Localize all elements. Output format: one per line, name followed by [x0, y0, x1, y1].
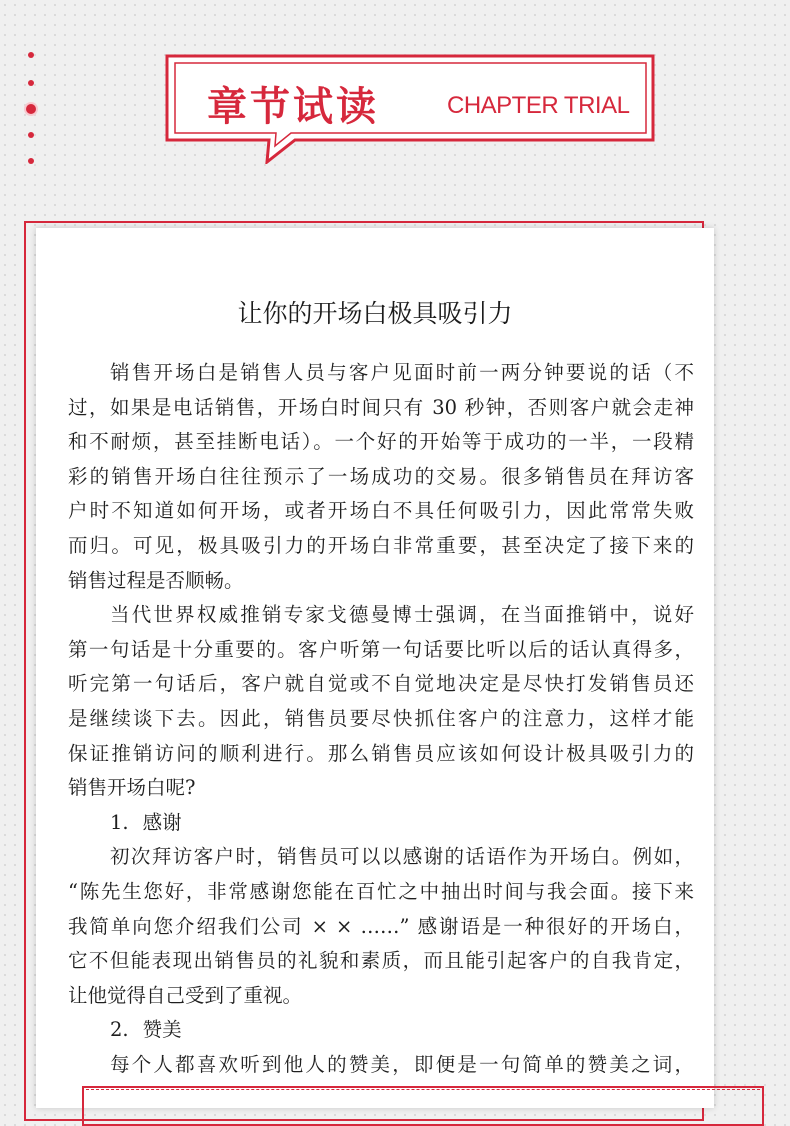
dot-icon: [28, 158, 34, 164]
banner-title: 章节试读: [207, 84, 379, 130]
text-line: 彩的销售开场白往往预示了一场成功的交易。很多销售员在拜访客: [68, 464, 694, 488]
section-heading: [68, 1013, 694, 1048]
dot-icon: [28, 52, 34, 58]
text-line: 当代世界权威推销专家戈德曼博士强调，在当面推销中，说好: [110, 603, 694, 627]
text-line: 户时不知道如何开场，或者开场白不具任何吸引力，因此常常失败: [68, 499, 694, 523]
text-line: 销售开场白是销售人员与客户见面时前一两分钟要说的话（不: [110, 361, 694, 384]
section-heading-text: 感谢: [142, 810, 182, 834]
text-line: 过，如果是电话销售，开场白时间只有 30 秒钟，否则客户就会走神: [68, 395, 694, 419]
dot-icon: [28, 132, 34, 138]
section-number: 2.: [110, 1018, 129, 1042]
document-body: [68, 356, 694, 1082]
text-line: 我简单向您介绍我们公司 × × ……” 感谢语是一种很好的开场白，: [68, 914, 694, 938]
section-number: 1.: [110, 810, 129, 834]
chapter-banner: [165, 54, 655, 164]
next-section-frame: [82, 1086, 764, 1126]
text-line: 它不但能表现出销售员的礼貌和素质，而且能引起客户的自我肯定，: [68, 949, 694, 973]
banner-subtitle: CHAPTER TRIAL: [447, 92, 630, 119]
text-line: 初次拜访客户时，销售员可以以感谢的话语作为开场白。例如，: [110, 845, 694, 869]
text-line: 保证推销访问的顺利进行。那么销售员应该如何设计极具吸引力的: [68, 741, 694, 765]
text-line: 而归。可见，极具吸引力的开场白非常重要，甚至决定了接下来的: [68, 533, 694, 557]
dot-icon: [28, 80, 34, 86]
text-line: 销售开场白呢?: [68, 776, 196, 800]
section-heading: [68, 806, 694, 841]
text-line: “陈先生您好，非常感谢您能在百忙之中抽出时间与我会面。接下来: [68, 879, 694, 903]
text-line: 销售过程是否顺畅。: [68, 568, 244, 592]
dot-icon: [26, 104, 36, 114]
text-line: 每个人都喜欢听到他人的赞美，即便是一句简单的赞美之词，: [110, 1052, 694, 1076]
text-line: 是继续谈下去。因此，销售员要尽快抓住客户的注意力，这样才能: [68, 706, 694, 730]
text-line: 让他觉得自己受到了重视。: [68, 983, 303, 1007]
section-heading-text: 赞美: [142, 1018, 182, 1042]
text-line: 和不耐烦，甚至挂断电话）。一个好的开始等于成功的一半，一段精: [68, 430, 694, 454]
text-line: 听完第一句话后，客户就自觉或不自觉地决定是尽快打发销售员还: [68, 672, 694, 696]
text-line: 第一句话是十分重要的。客户听第一句话要比听以后的话认真得多，: [68, 637, 694, 661]
page-title: 让你的开场白极具吸引力: [237, 299, 513, 328]
document-page: [36, 228, 714, 1108]
